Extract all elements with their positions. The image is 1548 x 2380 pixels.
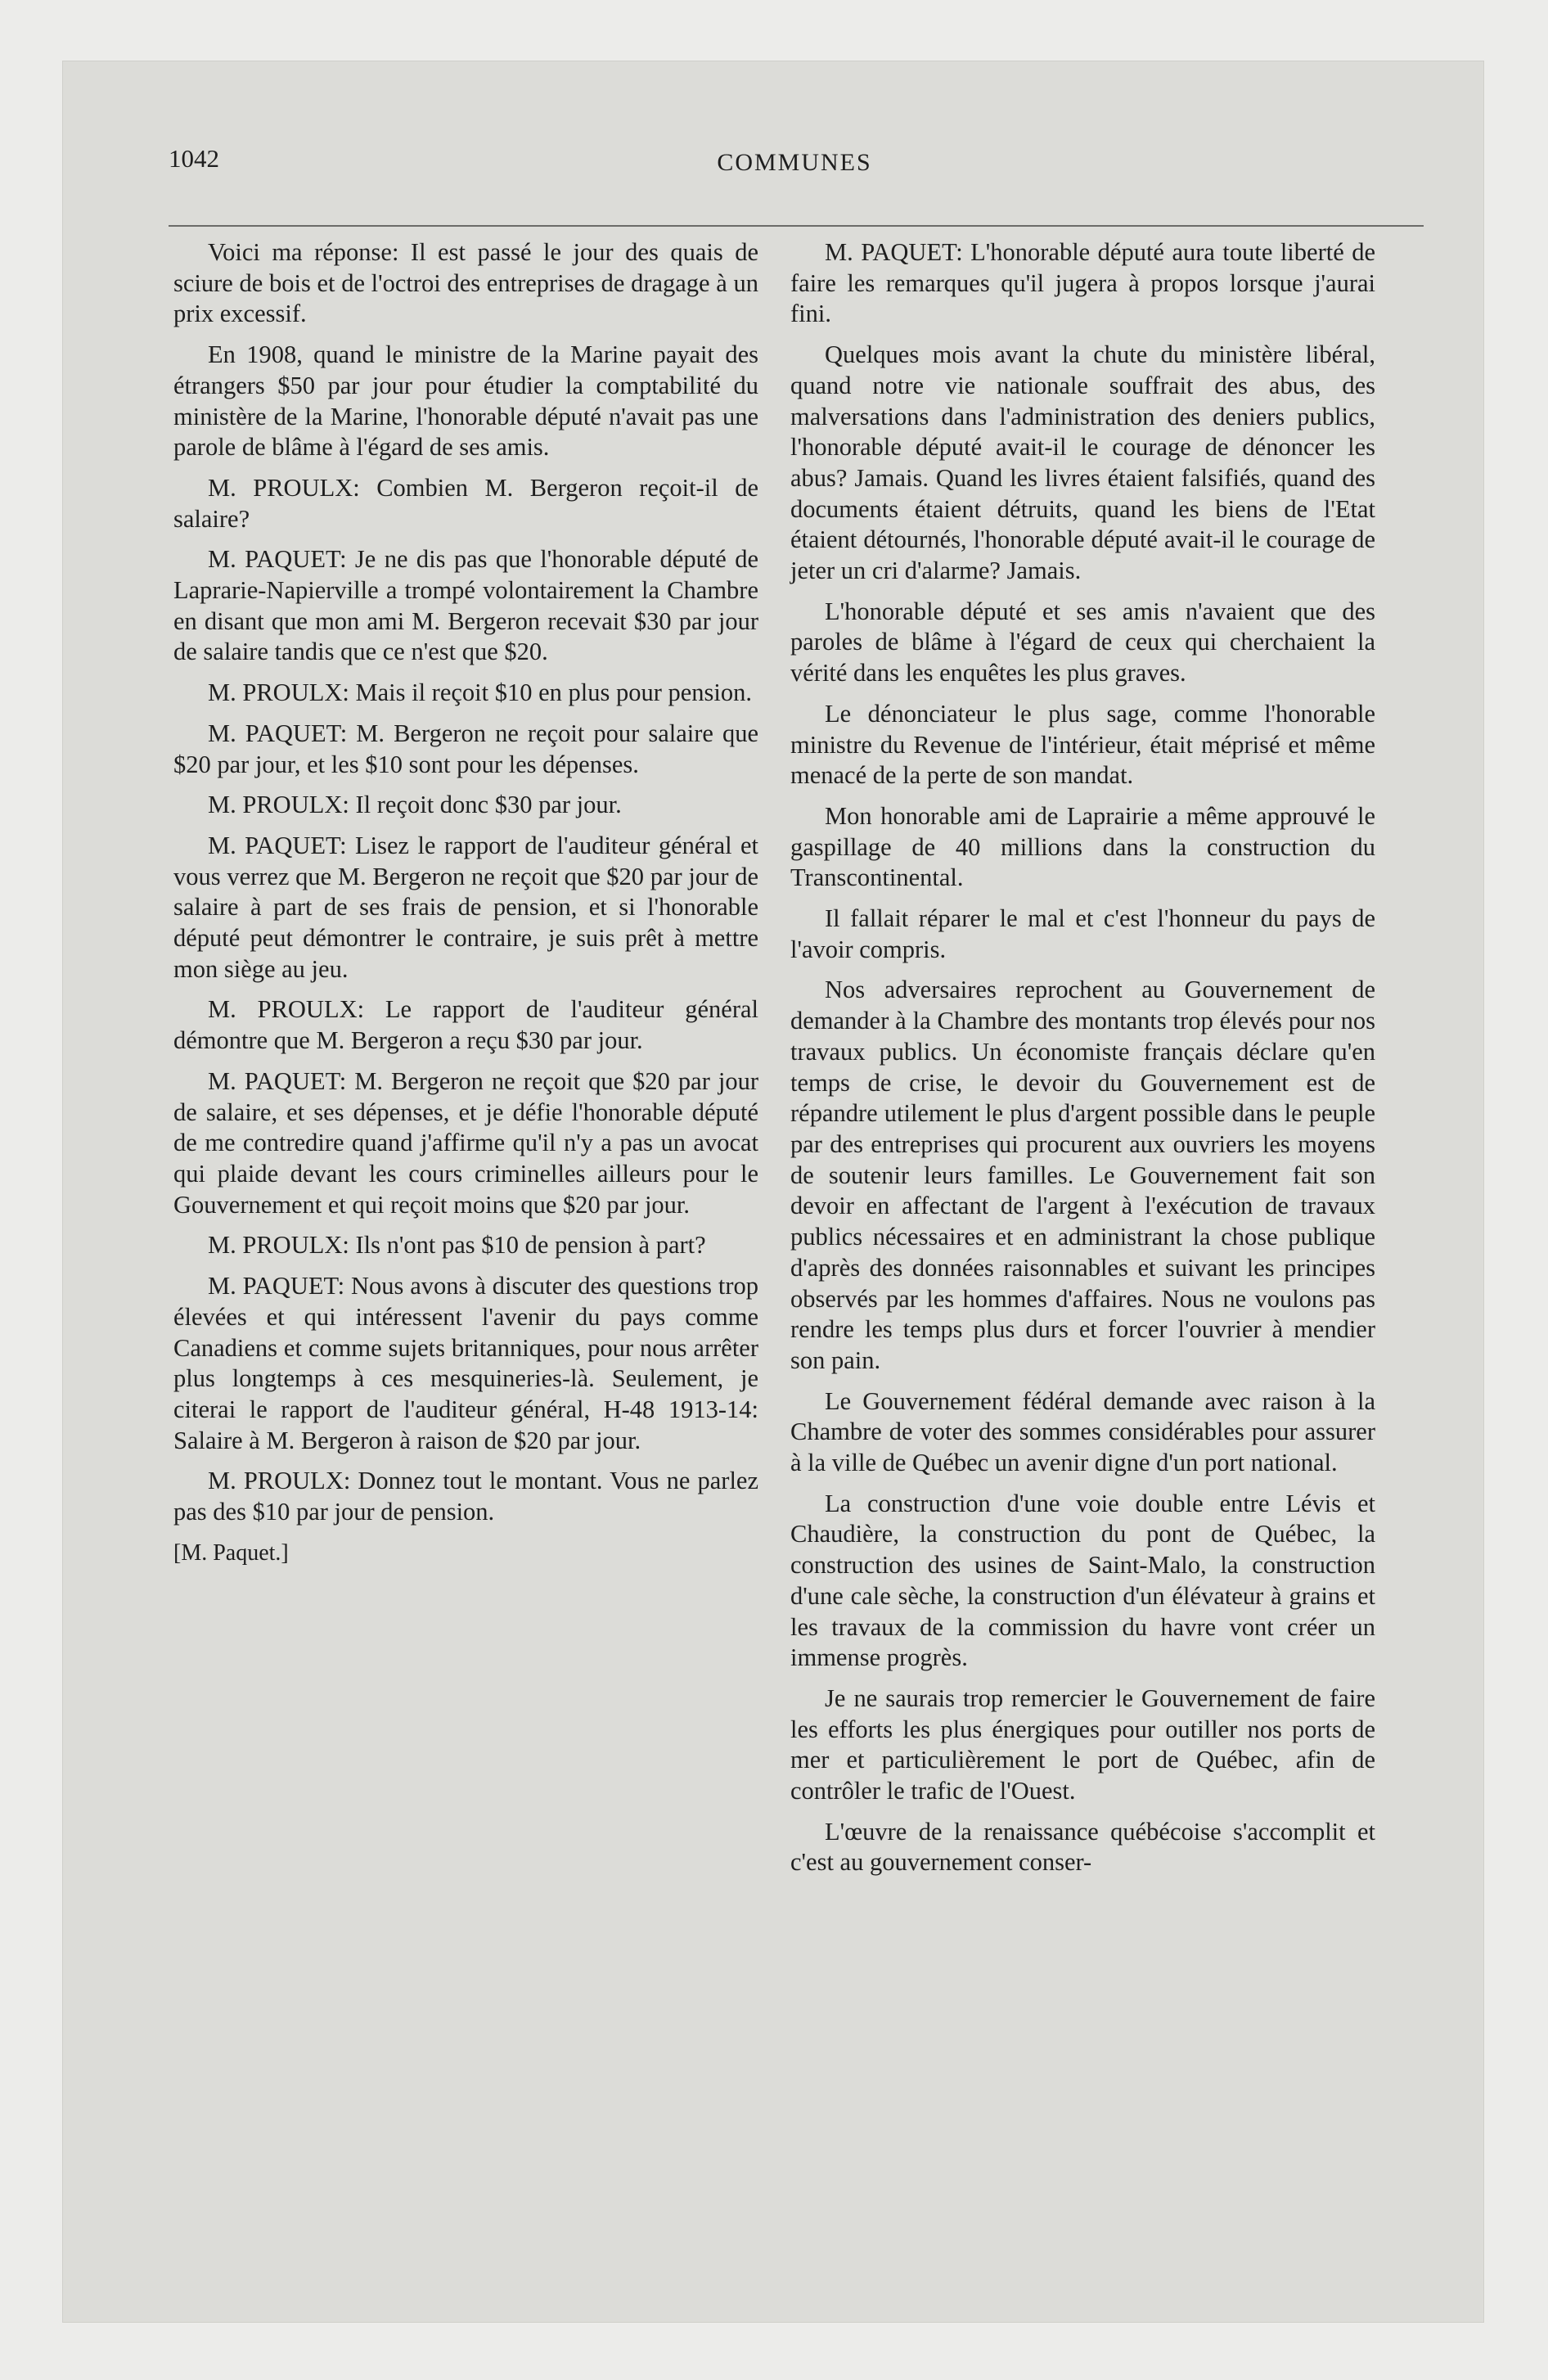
paragraph: En 1908, quand le ministre de la Marine payait des étrangers $50 par jour pour étudier la comptabilité du ministère de la Marine, l'honorable député n'avait pas une parole de blâme à l'égard de ses amis. <box>173 340 758 462</box>
paragraph: Le dénonciateur le plus sage, comme l'honorable ministre du Revenue de l'intérieur, était méprisé et même menacé de la perte de son mandat. <box>790 699 1375 790</box>
paragraph: Il fallait réparer le mal et c'est l'honneur du pays de l'avoir compris. <box>790 904 1375 963</box>
paragraph: Le Gouvernement fédéral demande avec raison à la Chambre de voter des sommes considérables pour assurer à la ville de Québec un avenir digne d'un port national. <box>790 1386 1375 1477</box>
paragraph: Quelques mois avant la chute du ministère libéral, quand notre vie nationale souffrait des abus, des malversations dans l'administration des deniers publics, l'honorable député avait-il le courage de dénoncer les abus? Jamais. Quand les livres étaient falsifiés, quand des documents étaient détruits, quand les biens de l'Etat étaient détournés, l'honorable député avait-il le courage de jeter un cri d'alarme? Jamais. <box>790 340 1375 585</box>
paragraph: L'honorable député et ses amis n'avaient que des paroles de blâme à l'égard de ceux qui cherchaient la vérité dans les enquêtes les plus graves. <box>790 597 1375 687</box>
paragraph: M. PAQUET: Nous avons à discuter des questions trop élevées et qui intéressent l'avenir du pays comme Canadiens et comme sujets britanniques, pour nous arrêter plus longtemps à ces mesquineries-là. Seulement, je citerai le rapport de l'auditeur général, H-48 1913-14: Salaire à M. Bergeron à raison de $20 par jour. <box>173 1272 758 1454</box>
paragraph: M. PAQUET: M. Bergeron ne reçoit que $20 par jour de salaire, et ses dépenses, et je défie l'honorable député de me contredire quand j'affirme qu'il n'y a pas un avocat qui plaide devant les cours criminelles ailleurs pour le Gouvernement et qui reçoit moins que $20 par jour. <box>173 1066 758 1219</box>
paragraph: M. PAQUET: M. Bergeron ne reçoit pour salaire que $20 par jour, et les $10 sont pour les dépenses. <box>173 719 758 778</box>
paragraph: M. PROULX: Le rapport de l'auditeur général démontre que M. Bergeron a reçu $30 par jour. <box>173 995 758 1055</box>
paragraph: M. PROULX: Mais il reçoit $10 en plus pour pension. <box>208 678 753 707</box>
paragraph: Voici ma réponse: Il est passé le jour des quais de sciure de bois et de l'octroi des entreprises de dragage à un prix excessif. <box>173 238 758 328</box>
paragraph: La construction d'une voie double entre Lévis et Chaudière, la construction du pont de Québec, la construction des usines de Saint-Malo, la construction d'une cale sèche, la construction d'un élévateur à grains et les travaux de la commission du havre vont créer un immense progrès. <box>790 1489 1375 1672</box>
paragraph: M. PROULX: Il reçoit donc $30 par jour. <box>208 791 622 819</box>
paragraph: M. PAQUET: L'honorable député aura toute liberté de faire les remarques qu'il jugera à propos lorsque j'aurai fini. <box>790 238 1375 328</box>
paragraph: M. PAQUET: Lisez le rapport de l'auditeur général et vous verrez que M. Bergeron ne reçoit que $20 par jour de salaire à part de ses frais de pension, et si l'honorable député peut démontrer le contraire, je suis prêt à mettre mon siège au jeu. <box>173 831 758 983</box>
running-head: COMMUNES <box>717 149 872 176</box>
paragraph: M. PROULX: Combien M. Bergeron reçoit-il de salaire? <box>173 473 758 533</box>
speaker-signature: [M. Paquet.] <box>173 1539 289 1566</box>
paragraph: M. PROULX: Donnez tout le montant. Vous ne parlez pas des $10 par jour de pension. <box>173 1467 758 1526</box>
paragraph: L'œuvre de la renaissance québécoise s'accomplit et c'est au gouvernement conser- <box>790 1817 1375 1877</box>
page-header <box>169 137 1420 195</box>
right-column <box>790 237 1375 1888</box>
paragraph: M. PROULX: Ils n'ont pas $10 de pension à part? <box>208 1231 706 1260</box>
page-number: 1042 <box>169 144 219 173</box>
paragraph: Je ne saurais trop remercier le Gouvernement de faire les efforts les plus énergiques pour outiller nos ports de mer et particulièrement le port de Québec, afin de contrôler le trafic de l'Ouest. <box>790 1684 1375 1805</box>
paragraph: Nos adversaires reprochent au Gouvernement de demander à la Chambre des montants trop élevés pour nos travaux publics. Un économiste français déclare qu'en temps de crise, le devoir du Gouvernement est de répandre utilement le plus d'argent possible dans le peuple par des entreprises qui procurent aux ouvriers les moyens de soutenir leurs familles. Le Gouvernement fait son devoir en affectant de l'argent à l'exécution de travaux publics nécessaires et en administrant la chose publique d'après des données raisonnables et suivant les principes observés par les hommes d'affaires. Nous ne voulons pas rendre les temps plus durs et forcer l'ouvrier à mendier son pain. <box>790 976 1375 1374</box>
paragraph: Mon honorable ami de Laprairie a même approuvé le gaspillage de 40 millions dans la construction du Transcontinental. <box>790 801 1375 892</box>
left-column <box>173 237 758 1578</box>
paragraph: M. PAQUET: Je ne dis pas que l'honorable député de Laprarie-Napierville a trompé volontairement la Chambre en disant que mon ami M. Bergeron recevait $30 par jour de salaire tandis que ce n'est que $20. <box>173 545 758 666</box>
header-rule <box>169 225 1424 227</box>
